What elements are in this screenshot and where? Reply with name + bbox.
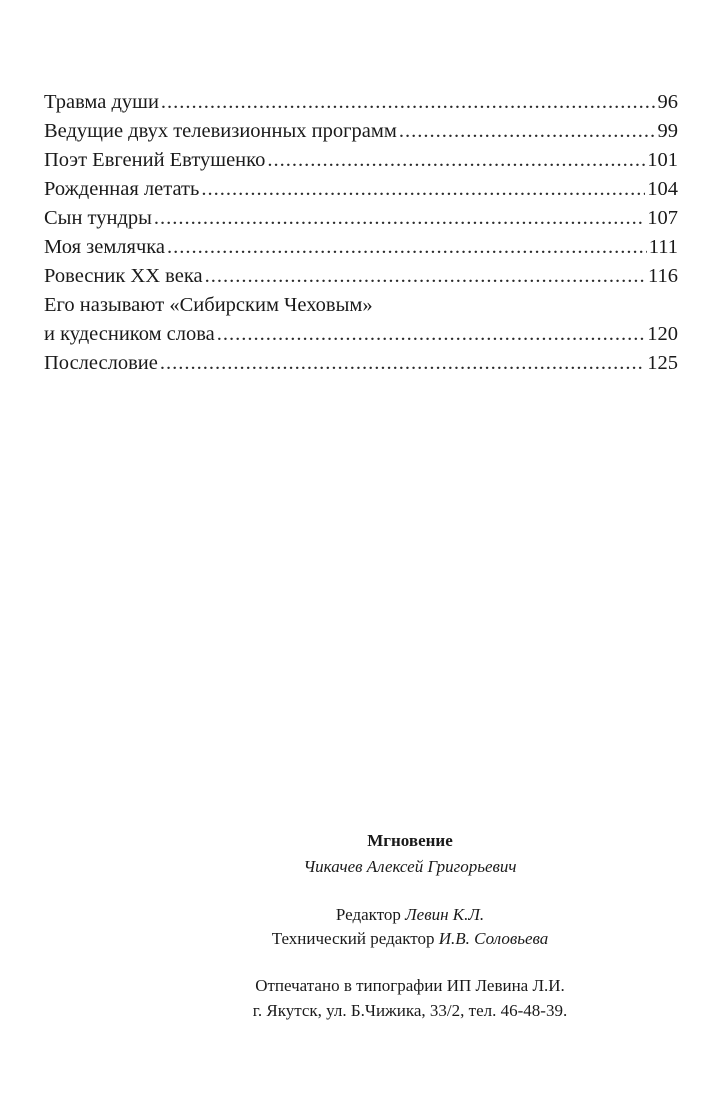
toc-entry-title: Его называют «Сибирским Чеховым» (44, 294, 373, 316)
toc-entry-title: Ведущие двух телевизионных программ (44, 120, 397, 142)
toc-entry-page: 96 (657, 91, 678, 113)
toc-leader-dots (205, 262, 646, 291)
toc-entry-page: 104 (647, 178, 678, 200)
toc-entry-page: 99 (657, 120, 678, 142)
toc-entry (44, 349, 678, 378)
toc-entry-title: Моя землячка (44, 236, 166, 258)
editor-name: Левин К.Л. (405, 905, 485, 924)
table-of-contents (44, 88, 678, 378)
toc-entry-page: 120 (647, 323, 678, 345)
toc-entry (44, 233, 678, 262)
toc-entry-page: 111 (648, 236, 678, 258)
toc-entry-page: 125 (647, 352, 678, 374)
toc-entry (44, 262, 678, 291)
toc-entry-title: Травма души (44, 91, 159, 113)
toc-entry-title: Сын тундры (44, 207, 152, 229)
toc-leader-dots (154, 204, 645, 233)
toc-entry-title: Поэт Евгений Евтушенко (44, 149, 266, 171)
tech-editor-name: И.В. Соловьева (438, 929, 549, 948)
toc-entry-title: Послесловие (44, 352, 158, 374)
toc-entry-title: Рожденная летать (44, 178, 200, 200)
colophon-book-title: Мгновение (367, 831, 453, 850)
toc-entry-title: и кудесником слова (44, 323, 215, 345)
toc-entry-page: 107 (647, 207, 678, 229)
toc-entry (44, 146, 678, 175)
toc-entry (44, 88, 678, 117)
toc-leader-dots (167, 233, 647, 262)
toc-entry (44, 320, 678, 349)
toc-entry-page: 101 (647, 149, 678, 171)
tech-editor-label: Технический редактор (271, 929, 435, 948)
colophon-tech-editor (150, 926, 670, 951)
toc-entry-title: Ровесник XX века (44, 265, 203, 287)
colophon-address: г. Якутск, ул. Б.Чижика, 33/2, тел. 46-48-39. (252, 1001, 568, 1020)
toc-leader-dots (201, 175, 645, 204)
editor-label: Редактор (335, 905, 401, 924)
toc-entry (44, 117, 678, 146)
toc-entry (44, 175, 678, 204)
toc-entry-page: 116 (648, 265, 678, 287)
toc-entry (44, 204, 678, 233)
colophon-printed: Отпечатано в типографии ИП Левина Л.И. (255, 976, 565, 995)
toc-leader-dots (267, 146, 645, 175)
toc-entry-continued (44, 291, 678, 320)
colophon-author: Чикачев Алексей Григорьевич (303, 857, 517, 876)
toc-leader-dots (217, 320, 645, 349)
colophon-editor (150, 902, 670, 927)
toc-leader-dots (399, 117, 656, 146)
toc-leader-dots (161, 88, 656, 117)
toc-leader-dots (160, 349, 645, 378)
